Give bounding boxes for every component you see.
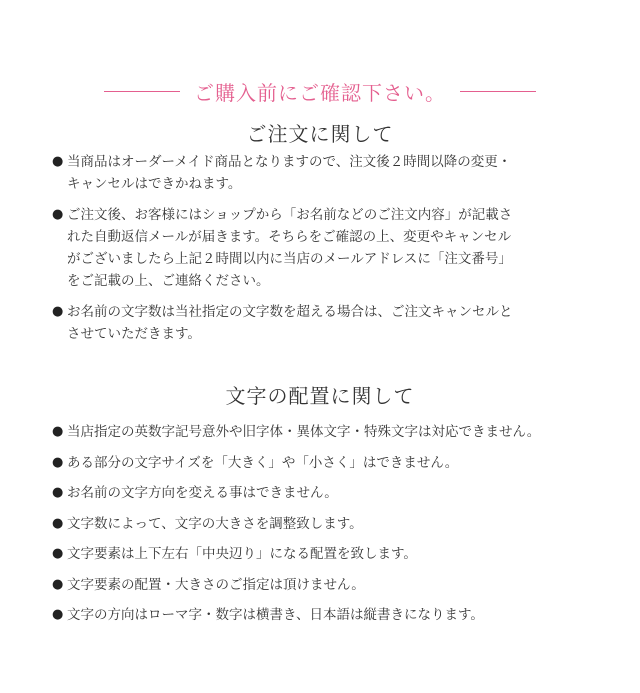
order-section-title: ご注文に関して bbox=[246, 122, 394, 146]
bullet-icon: ● bbox=[52, 607, 64, 622]
list-item bbox=[52, 204, 592, 292]
list-item-text: 文字数によって、文字の大きさを調整致します。 bbox=[67, 515, 363, 532]
bullet-icon: ● bbox=[52, 154, 64, 169]
list-item-line: がございましたら上記２時間以内に当店のメールアドレスに「注文番号」 bbox=[67, 251, 512, 267]
list-item-line: れた自動返信メールが届きます。そちらをご確認の上、変更やキャンセル bbox=[67, 229, 512, 245]
list-item-text: 文字要素の配置・大きさのご指定は頂けません。 bbox=[67, 576, 365, 593]
bullet-icon: ● bbox=[52, 454, 64, 470]
list-item bbox=[52, 482, 592, 504]
list-item bbox=[52, 151, 592, 195]
list-item bbox=[52, 301, 592, 345]
list-item-line: 当商品はオーダーメイド商品となりますので、注文後２時間以降の変更・ bbox=[67, 154, 512, 170]
layout-section-title: 文字の配置に関して bbox=[225, 384, 415, 408]
list-item-line: お名前の文字数は当社指定の文字数を超える場合は、ご注文キャンセルと bbox=[67, 304, 513, 320]
list-item-line: をご記載の上、ご連絡ください。 bbox=[67, 273, 270, 289]
list-item bbox=[52, 421, 592, 443]
notice-title: ご購入前にご確認下さい。 bbox=[194, 80, 446, 105]
list-item-text: 文字の方向はローマ字・数字は横書き、日本語は縦書きになります。 bbox=[67, 607, 484, 623]
order-notes-list bbox=[52, 151, 592, 354]
list-item-text: お名前の文字方向を変える事はできません。 bbox=[67, 485, 338, 501]
layout-notes-list bbox=[52, 421, 592, 635]
header-left-rule bbox=[104, 91, 180, 92]
list-item-text: ある部分の文字サイズを「大きく」や「小さく」はできません。 bbox=[67, 454, 459, 471]
bullet-icon: ● bbox=[52, 304, 64, 319]
list-item bbox=[52, 513, 592, 535]
list-item-line: キャンセルはできかねます。 bbox=[67, 176, 242, 192]
bullet-icon: ● bbox=[52, 576, 64, 592]
list-item-text: 文字要素は上下左右「中央辺り」になる配置を致します。 bbox=[67, 546, 417, 562]
list-item-text: 当店指定の英数字記号意外や旧字体・異体文字・特殊文字は対応できません。 bbox=[67, 424, 541, 440]
list-item bbox=[52, 543, 592, 565]
notice-header bbox=[0, 74, 640, 108]
list-item bbox=[52, 604, 592, 626]
bullet-icon: ● bbox=[52, 546, 64, 561]
list-item-line: ご注文後、お客様にはショップから「お名前などのご注文内容」が記載さ bbox=[67, 207, 513, 223]
list-item bbox=[52, 452, 592, 474]
bullet-icon: ● bbox=[52, 207, 64, 222]
list-item-line: させていただきます。 bbox=[67, 326, 201, 342]
bullet-icon: ● bbox=[52, 485, 64, 500]
bullet-icon: ● bbox=[52, 515, 64, 531]
bullet-icon: ● bbox=[52, 424, 64, 439]
list-item bbox=[52, 574, 592, 596]
header-right-rule bbox=[460, 91, 536, 92]
